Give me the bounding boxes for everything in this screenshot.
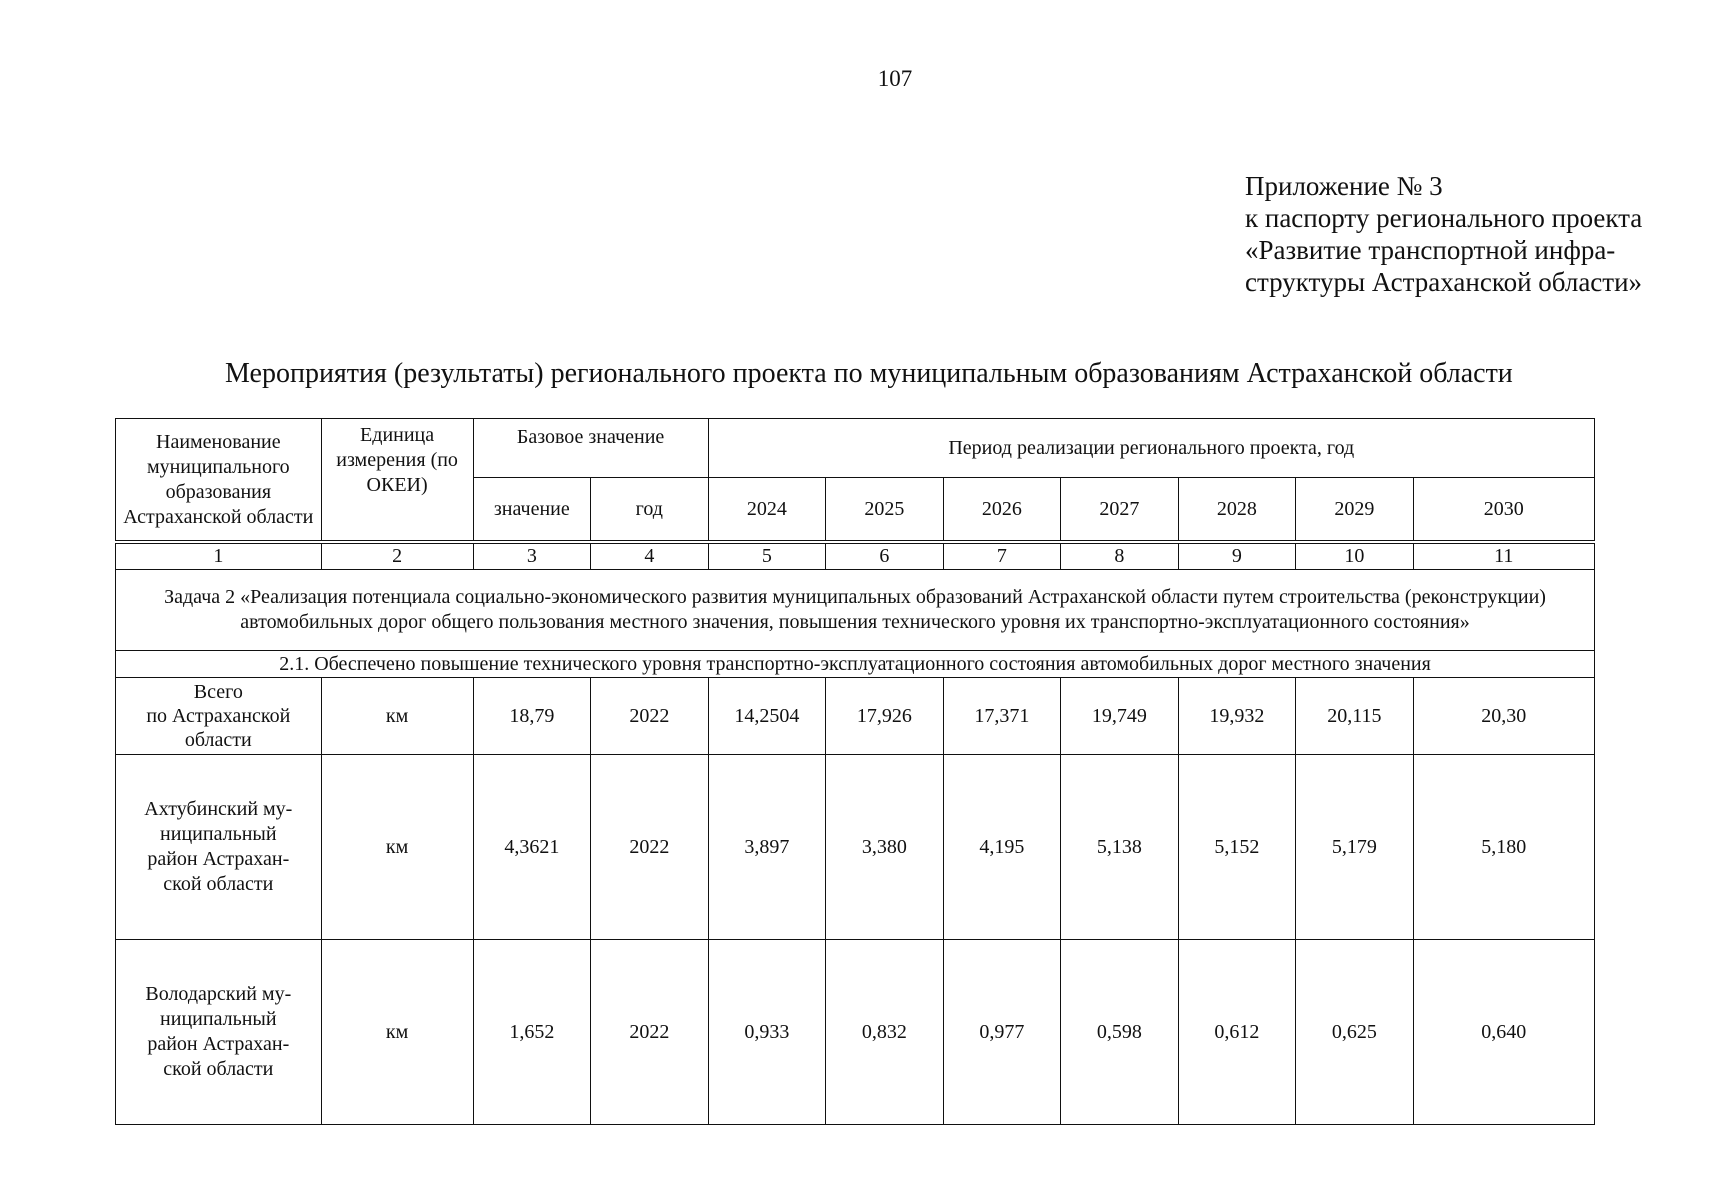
row-value: 4,195 — [943, 755, 1061, 940]
column-number: 5 — [708, 542, 826, 570]
row-name — [116, 940, 322, 1125]
row-base-value: 4,3621 — [473, 755, 591, 940]
row-name — [116, 755, 322, 940]
row-value: 0,625 — [1296, 940, 1414, 1125]
result-description: 2.1. Обеспечено повышение технического уровня транспортно-эксплуатационного состояния автомобильных дорог местного значения — [116, 651, 1595, 678]
row-name-line: ниципальный — [160, 823, 277, 845]
row-name-line: Володарский му- — [145, 983, 292, 1005]
row-value: 0,832 — [826, 940, 944, 1125]
header-year: 2025 — [826, 478, 944, 543]
row-base-value: 18,79 — [473, 678, 591, 755]
header-year: 2024 — [708, 478, 826, 543]
row-value: 3,897 — [708, 755, 826, 940]
header-base-year: год — [591, 478, 709, 543]
row-base-year: 2022 — [591, 940, 709, 1125]
row-name-line: район Астрахан- — [147, 1033, 290, 1055]
row-value: 17,371 — [943, 678, 1061, 755]
header-year: 2026 — [943, 478, 1061, 543]
row-value: 5,138 — [1061, 755, 1179, 940]
header-name: Наименование муниципального образования Астраханской области — [116, 419, 322, 543]
row-value: 0,977 — [943, 940, 1061, 1125]
row-value: 20,115 — [1296, 678, 1414, 755]
row-value: 20,30 — [1413, 678, 1594, 755]
header-period: Период реализации регионального проекта, год — [708, 419, 1594, 478]
header-base: Базовое значение — [473, 419, 708, 478]
results-table — [115, 418, 1595, 1125]
row-name-line: области — [184, 729, 252, 751]
column-number: 9 — [1178, 542, 1296, 570]
table-row — [116, 940, 1595, 1125]
column-number: 6 — [826, 542, 944, 570]
appendix-line: к паспорту регионального проекта — [1245, 203, 1643, 233]
row-value: 3,380 — [826, 755, 944, 940]
appendix-line: Приложение № 3 — [1245, 171, 1443, 201]
header-year: 2029 — [1296, 478, 1414, 543]
row-name-line: район Астрахан- — [147, 848, 290, 870]
row-name-line: Всего — [193, 681, 243, 703]
row-value: 5,179 — [1296, 755, 1414, 940]
appendix-line: «Развитие транспортной инфра- — [1245, 235, 1616, 265]
document-title: Мероприятия (результаты) регионального проекта по муниципальным образованиям Астраханской области — [225, 358, 1513, 389]
row-name — [116, 678, 322, 755]
row-value: 0,640 — [1413, 940, 1594, 1125]
column-number: 3 — [473, 542, 591, 570]
row-base-value: 1,652 — [473, 940, 591, 1125]
row-value: 5,152 — [1178, 755, 1296, 940]
column-number: 8 — [1061, 542, 1179, 570]
row-base-year: 2022 — [591, 678, 709, 755]
header-year: 2030 — [1413, 478, 1594, 543]
row-name-line: ской области — [163, 873, 274, 895]
row-base-year: 2022 — [591, 755, 709, 940]
row-value: 0,933 — [708, 940, 826, 1125]
table-row — [116, 755, 1595, 940]
column-number: 11 — [1413, 542, 1594, 570]
header-base-value: значение — [473, 478, 591, 543]
row-value: 19,932 — [1178, 678, 1296, 755]
column-number: 7 — [943, 542, 1061, 570]
table-row — [116, 678, 1595, 755]
row-value: 5,180 — [1413, 755, 1594, 940]
row-value: 0,612 — [1178, 940, 1296, 1125]
appendix-line: структуры Астраханской области» — [1245, 267, 1643, 297]
row-value: 0,598 — [1061, 940, 1179, 1125]
row-unit: км — [321, 755, 473, 940]
appendix-block — [1245, 170, 1642, 298]
row-name-line: ниципальный — [160, 1008, 277, 1030]
row-name-line: ской области — [163, 1058, 274, 1080]
header-year: 2028 — [1178, 478, 1296, 543]
row-unit: км — [321, 940, 473, 1125]
page-number: 107 — [877, 66, 913, 91]
column-number: 10 — [1296, 542, 1414, 570]
row-name-line: по Астраханской — [146, 705, 291, 727]
task-description: Задача 2 «Реализация потенциала социально-экономического развития муниципальных образований Астраханской области путем строительства (реконструкции) автомобильных дорог общего пользования местного значения, повышения технического уровня их транспортно-эксплуатационного состояния» — [116, 570, 1595, 651]
row-value: 14,2504 — [708, 678, 826, 755]
row-value: 19,749 — [1061, 678, 1179, 755]
row-value: 17,926 — [826, 678, 944, 755]
column-number: 2 — [321, 542, 473, 570]
row-name-line: Ахтубинский му- — [144, 798, 293, 820]
column-number: 1 — [116, 542, 322, 570]
column-number: 4 — [591, 542, 709, 570]
header-unit: Единица измерения (по ОКЕИ) — [321, 419, 473, 543]
header-year: 2027 — [1061, 478, 1179, 543]
row-unit: км — [321, 678, 473, 755]
